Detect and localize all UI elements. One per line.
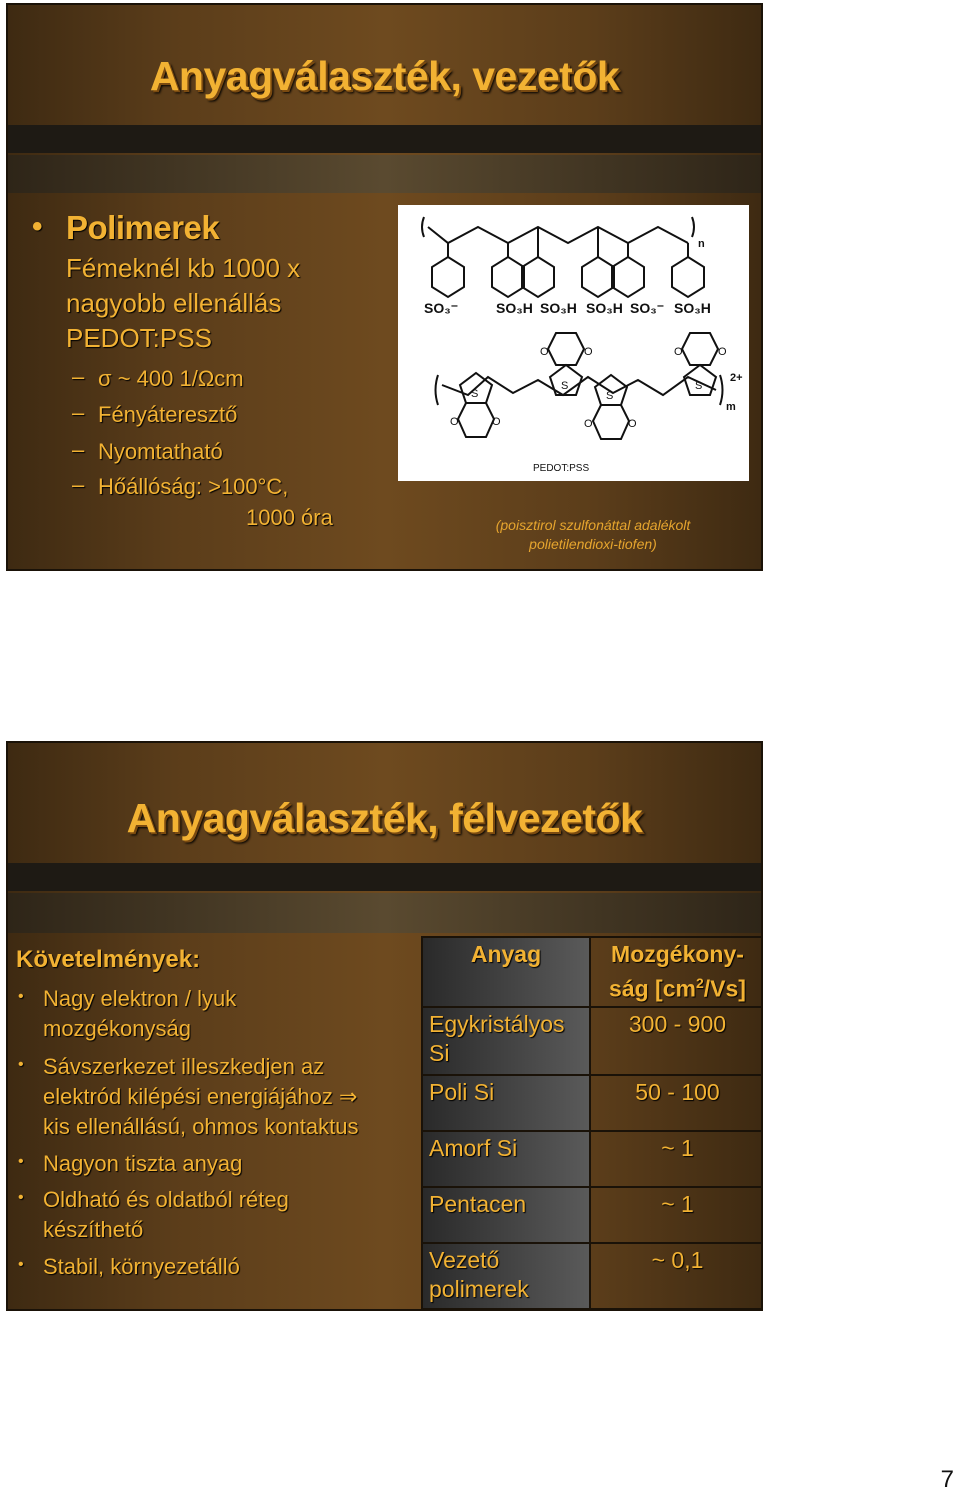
material-cell: Pentacen <box>422 1187 590 1243</box>
material-cell <box>422 1007 590 1075</box>
text-line: PEDOT:PSS <box>66 323 212 353</box>
mobility-table <box>421 936 763 1310</box>
svg-text:S: S <box>471 388 479 400</box>
mobility-cell: 300 - 900 <box>590 1007 763 1075</box>
slide-semiconductors <box>6 741 763 1311</box>
svg-text:O: O <box>540 346 549 358</box>
bullet-dot: • <box>32 210 43 243</box>
bullet-line: Nagyon tiszta anyag <box>43 1151 243 1176</box>
svg-text:O: O <box>584 346 593 358</box>
title-divider-bar <box>8 125 761 153</box>
polymers-heading: Polimerek <box>66 209 220 246</box>
svg-text:O: O <box>584 418 593 430</box>
sub-item-continued: 1000 óra <box>246 505 333 530</box>
sub-item: Hőállóság: >100°C, <box>98 474 289 499</box>
bullet-dot: • <box>18 1189 24 1206</box>
bullet-line: készíthető <box>43 1217 144 1242</box>
material-text: Egykristályos <box>429 1010 565 1037</box>
title-divider-bar-lower <box>8 155 761 193</box>
text-line: Fémeknél kb 1000 x <box>66 253 301 283</box>
header-cell-material: Anyag <box>422 937 590 1007</box>
chem-label: SO₃H <box>674 300 711 316</box>
requirements-heading: Követelmények: <box>16 946 201 973</box>
bullet-line: mozgékonyság <box>43 1016 191 1041</box>
pedot-pss-structure-image <box>398 205 749 481</box>
bullet-line: kis ellenállású, ohmos kontaktus <box>43 1114 359 1139</box>
svg-text:O: O <box>450 416 459 428</box>
mobility-cell: 50 - 100 <box>590 1075 763 1131</box>
header-cell-mobility <box>590 937 763 1007</box>
chem-label: SO₃H <box>586 300 623 316</box>
table-row <box>422 1131 763 1187</box>
dash-marker: – <box>72 364 85 389</box>
bullet-line: Stabil, környezetálló <box>43 1254 240 1279</box>
chemical-structure-svg <box>398 205 749 481</box>
caption-line: (poisztirol szulfonáttal adalékolt <box>495 517 691 533</box>
table-row <box>422 1007 763 1075</box>
header-text: /Vs] <box>703 975 746 1002</box>
structure-caption: PEDOT:PSS <box>533 463 590 474</box>
bullet-dot: • <box>18 1153 24 1170</box>
svg-text:S: S <box>561 380 569 392</box>
bullet-line: Sávszerkezet illeszkedjen az <box>43 1054 325 1079</box>
svg-text:S: S <box>606 390 614 402</box>
title-divider-bar-lower <box>8 893 761 933</box>
bullet-dot: • <box>18 1056 24 1073</box>
sub-item: Nyomtatható <box>98 439 223 464</box>
svg-text:O: O <box>492 416 501 428</box>
chem-label: SO₃⁻ <box>630 300 665 316</box>
image-caption <box>388 516 763 554</box>
page-number: 7 <box>940 1466 954 1493</box>
table-row <box>422 1243 763 1309</box>
slide-title: Anyagválaszték, félvezetők <box>126 795 643 841</box>
slide-conductors <box>6 3 763 571</box>
mobility-cell: ~ 1 <box>590 1131 763 1187</box>
material-cell: Amorf Si <box>422 1131 590 1187</box>
bullet-dot: • <box>18 1256 24 1273</box>
dash-marker: – <box>72 472 85 497</box>
chem-label: SO₃⁻ <box>424 300 459 316</box>
svg-text:O: O <box>718 346 727 358</box>
bullet-line: elektród kilépési energiájához ⇒ <box>43 1084 358 1109</box>
header-text: ság [cm <box>609 975 696 1002</box>
material-cell <box>422 1243 590 1309</box>
sub-item: σ ~ 400 1/Ωcm <box>98 366 244 391</box>
svg-text:O: O <box>628 418 637 430</box>
table-row <box>422 1075 763 1131</box>
bullet-line: Oldható és oldatból réteg <box>43 1187 289 1212</box>
chem-charge: 2+ <box>730 372 743 384</box>
table-header-row <box>422 937 763 1007</box>
material-cell: Poli Si <box>422 1075 590 1131</box>
dash-marker: – <box>72 437 85 462</box>
mobility-cell: ~ 0,1 <box>590 1243 763 1309</box>
caption-line: polietilendioxi-tiofen) <box>529 536 657 552</box>
svg-text:O: O <box>674 346 683 358</box>
material-text: Vezető <box>429 1246 500 1273</box>
chem-label: SO₃H <box>540 300 577 316</box>
chem-subscript-m: m <box>726 401 736 413</box>
chem-subscript-n: n <box>698 238 705 250</box>
svg-text:S: S <box>695 380 703 392</box>
material-text: Si <box>429 1039 450 1066</box>
slide-title: Anyagválaszték, vezetők <box>149 53 620 99</box>
text-line: nagyobb ellenállás <box>66 288 282 318</box>
mobility-cell: ~ 1 <box>590 1187 763 1243</box>
header-superscript: 2 <box>695 975 704 991</box>
header-text: Mozgékony- <box>611 941 744 967</box>
table-row <box>422 1187 763 1243</box>
material-text: polimerek <box>429 1275 529 1302</box>
sub-item: Fényáteresztő <box>98 402 238 427</box>
bullet-dot: • <box>18 988 24 1005</box>
bullet-line: Nagy elektron / lyuk <box>43 986 237 1011</box>
title-divider-bar <box>8 863 761 891</box>
chem-label: SO₃H <box>496 300 533 316</box>
dash-marker: – <box>72 400 85 425</box>
